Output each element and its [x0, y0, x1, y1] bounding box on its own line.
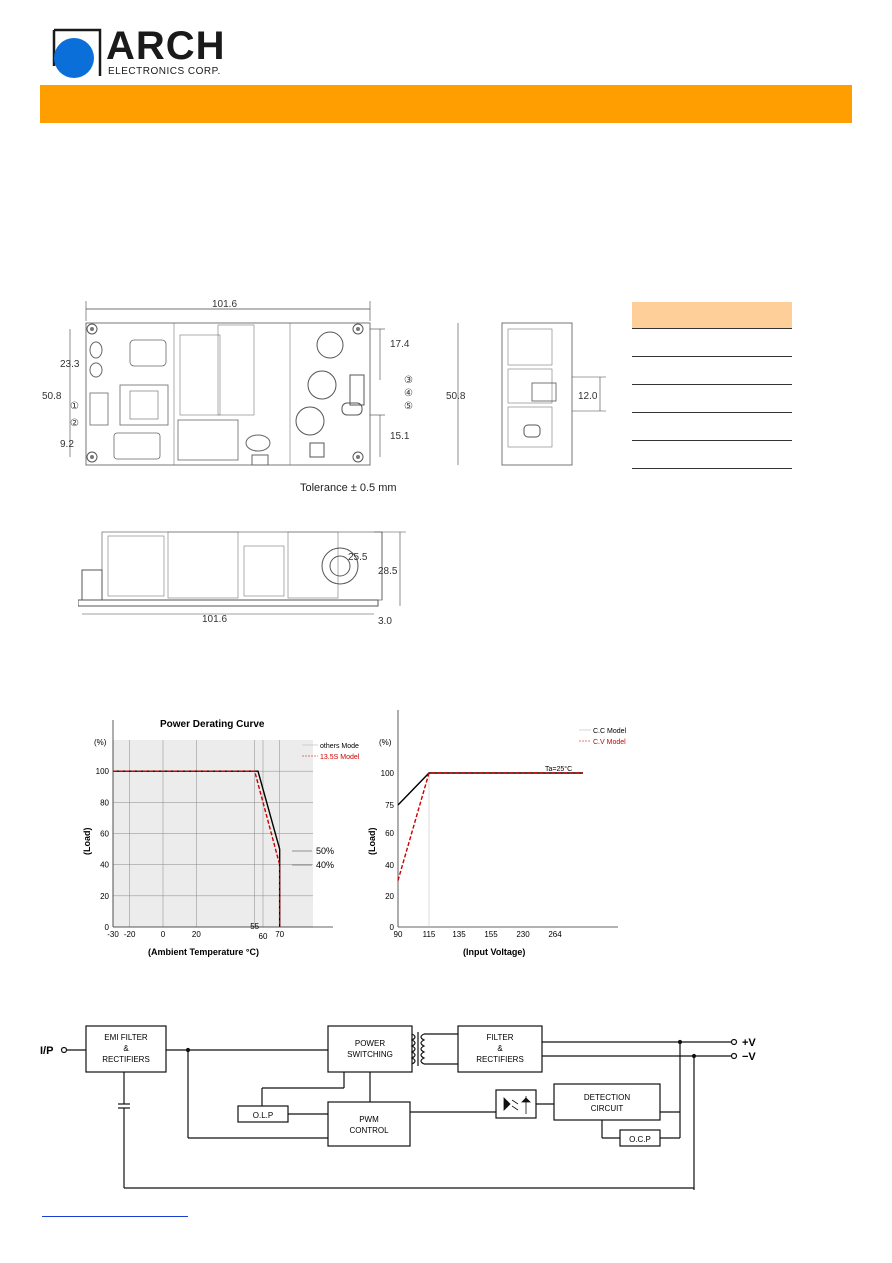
detection-label-1: DETECTION	[583, 1093, 631, 1102]
pin-table	[632, 302, 792, 469]
company-logo	[50, 26, 230, 80]
series-line-0	[398, 773, 583, 805]
y-tick-label: 60	[385, 829, 394, 838]
block-diagram	[38, 1020, 778, 1195]
detection-label-2: CIRCUIT	[590, 1104, 624, 1113]
pin-1-label: ①	[70, 401, 79, 412]
pin-table-row	[632, 441, 792, 469]
x-axis-label: (Input Voltage)	[463, 947, 526, 957]
optocoupler-icon	[504, 1096, 530, 1114]
y-tick-label: 20	[100, 891, 109, 901]
x-tick-label: 20	[191, 930, 201, 939]
y-tick-label: 40	[385, 861, 394, 870]
chart-title: Power Derating Curve	[160, 719, 265, 730]
x-tick-label: 55	[250, 922, 260, 931]
y-tick-label: 40	[100, 860, 109, 870]
y-unit: (%)	[94, 738, 107, 747]
y-tick-label: 60	[100, 829, 109, 839]
y-unit: (%)	[379, 738, 392, 747]
ocp-label: O.C.P	[629, 1135, 651, 1144]
pin-4-label: ④	[404, 388, 413, 399]
annotation-ta: Ta=25°C	[545, 766, 573, 773]
dim-left-upper: 23.3	[60, 359, 80, 370]
y-axis-label: (Load)	[82, 827, 92, 855]
front-dim-total: 28.5	[378, 566, 398, 577]
side-dim-connector: 12.0	[578, 391, 598, 402]
x-tick-label: 60	[258, 932, 268, 941]
x-tick-label: 115	[422, 930, 436, 939]
emi-label-2: &	[123, 1044, 129, 1053]
x-tick-label: 155	[484, 930, 498, 939]
legend-entry-13-5s: 13.5S Model	[320, 754, 360, 761]
y-tick-label: 100	[95, 767, 109, 777]
logo-mark-icon	[50, 26, 110, 80]
front-dim-component: 25.5	[348, 552, 368, 563]
x-tick-label: 135	[452, 930, 466, 939]
dim-left-lower: 9.2	[60, 439, 74, 450]
y-tick-label: 75	[385, 801, 394, 810]
x-axis-label: (Ambient Temperature °C)	[148, 947, 259, 957]
y-tick-label: 20	[385, 892, 394, 901]
filter-label-1: FILTER	[486, 1033, 514, 1042]
front-dim-pcb: 3.0	[378, 616, 392, 626]
side-dim-height: 50.8	[446, 391, 466, 402]
top-view-drawing	[40, 295, 440, 495]
y-tick-label: 80	[100, 798, 109, 808]
x-tick-label: 230	[516, 930, 530, 939]
x-tick-label: 70	[275, 930, 285, 939]
legend	[579, 728, 627, 746]
front-view-drawing	[78, 526, 428, 626]
side-view-drawing	[440, 315, 620, 475]
x-tick-label: 90	[393, 930, 403, 939]
legend-entry-others: others Mode	[320, 743, 359, 750]
filter-label-3: RECTIFIERS	[476, 1055, 524, 1064]
pin-2-label: ②	[70, 418, 79, 429]
emi-label-1: EMI FILTER	[104, 1033, 148, 1042]
power-switching-label-2: SWITCHING	[347, 1050, 393, 1059]
annotation-50: 50%	[316, 846, 335, 856]
legend-entry-cv: C.V Model	[593, 739, 626, 746]
dim-width: 101.6	[212, 299, 238, 310]
input-label: I/P	[40, 1045, 54, 1057]
y-tick-label: 100	[380, 769, 394, 778]
company-word: ARCH	[106, 24, 226, 68]
x-tick-label: 264	[548, 930, 562, 939]
pin-table-row	[632, 413, 792, 441]
pin-3-label: ③	[404, 375, 413, 386]
output-plus-label: +V	[742, 1037, 756, 1049]
legend-entry-cc: C.C Model	[593, 728, 627, 735]
company-subtitle: ELECTRONICS CORP.	[108, 66, 221, 77]
pin-table-header	[632, 302, 792, 329]
tolerance-note: Tolerance ± 0.5 mm	[300, 482, 397, 494]
emi-label-3: RECTIFIERS	[102, 1055, 150, 1064]
series-line-1	[398, 773, 583, 881]
power-switching-label-1: POWER	[354, 1039, 386, 1048]
dim-height: 50.8	[42, 391, 62, 402]
olp-label: O.L.P	[252, 1111, 274, 1120]
annotation-40: 40%	[316, 860, 335, 870]
header-band	[40, 85, 852, 123]
input-voltage-chart	[365, 705, 665, 965]
y-tick-label: 0	[389, 923, 394, 932]
output-minus-label: −V	[742, 1051, 756, 1063]
dim-right-lower: 15.1	[390, 431, 410, 442]
footer-link[interactable]	[42, 1210, 188, 1217]
pin-table-row	[632, 329, 792, 357]
pwm-label-1: PWM	[359, 1115, 379, 1124]
dim-right-upper: 17.4	[390, 339, 410, 350]
y-tick-label: 0	[104, 923, 109, 932]
pwm-label-2: CONTROL	[349, 1126, 389, 1135]
front-dim-width: 101.6	[202, 614, 228, 625]
x-tick-label: -30	[107, 930, 119, 939]
x-tick-label: -20	[123, 930, 136, 939]
filter-label-2: &	[497, 1044, 503, 1053]
pin-table-row	[632, 385, 792, 413]
x-tick-label: 0	[160, 930, 166, 939]
pin-table-row	[632, 357, 792, 385]
y-axis-label: (Load)	[367, 827, 377, 855]
pin-5-label: ⑤	[404, 401, 413, 412]
derating-chart	[80, 705, 370, 965]
